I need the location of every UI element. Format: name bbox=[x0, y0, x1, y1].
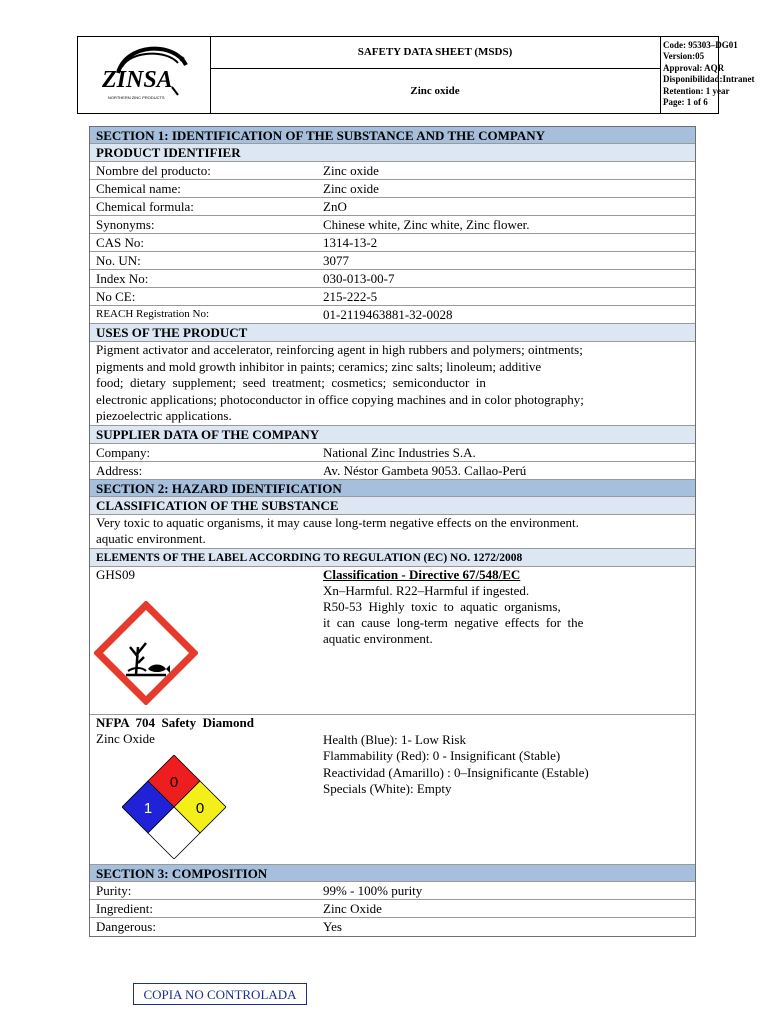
row-value: Zinc oxide bbox=[323, 181, 379, 196]
row-value: 215-222-5 bbox=[323, 289, 378, 304]
logo-tagline: NORTHERN ZINC PRODUCTS bbox=[108, 95, 165, 100]
row-label: Chemical name: bbox=[96, 181, 181, 196]
ghs09-environment-icon bbox=[94, 601, 198, 705]
table-row bbox=[90, 252, 695, 270]
uses-line: piezoelectric applications. bbox=[96, 408, 232, 423]
row-label: No. UN: bbox=[96, 253, 141, 268]
uses-text bbox=[90, 342, 695, 426]
classification-line: Very toxic to aquatic organisms, it may cause long-term negative effects on the environment. bbox=[96, 514, 579, 530]
row-label: Chemical formula: bbox=[96, 199, 194, 214]
row-label: Dangerous: bbox=[96, 918, 156, 934]
nfpa-line: Flammability (Red): 0 - Insignificant (Stable) bbox=[323, 748, 561, 763]
row-value: National Zinc Industries S.A. bbox=[323, 444, 476, 460]
directive-line: Xn–Harmful. R22–Harmful if ingested. bbox=[323, 582, 530, 598]
ghs-code: GHS09 bbox=[96, 566, 136, 582]
row-label: Index No: bbox=[96, 271, 149, 286]
row-label: Nombre del producto: bbox=[96, 163, 211, 178]
table-row bbox=[90, 882, 695, 900]
row-label: REACH Registration No: bbox=[96, 308, 210, 320]
doc-availability: Disponibilidad:Intranet bbox=[663, 74, 755, 85]
label-elements-header: ELEMENTS OF THE LABEL ACCORDING TO REGULATION (EC) NO. 1272/2008 bbox=[90, 549, 695, 567]
row-value: 030-013-00-7 bbox=[323, 271, 395, 286]
classification-text bbox=[90, 515, 695, 549]
table-row bbox=[90, 444, 695, 462]
supplier-header: SUPPLIER DATA OF THE COMPANY bbox=[90, 426, 695, 444]
nfpa-health-value: 1 bbox=[143, 799, 153, 817]
nfpa-row bbox=[90, 715, 695, 865]
ghs-row bbox=[90, 567, 695, 715]
row-value: 3077 bbox=[323, 253, 349, 268]
row-label: CAS No: bbox=[96, 235, 145, 250]
row-value: Av. Néstor Gambeta 9053. Callao-Perú bbox=[323, 462, 527, 478]
row-value: Yes bbox=[323, 918, 342, 934]
table-row bbox=[90, 270, 695, 288]
nfpa-reactivity-value: 0 bbox=[195, 799, 205, 817]
doc-page: Page: 1 of 6 bbox=[663, 97, 708, 108]
row-value: Zinc Oxide bbox=[323, 900, 382, 916]
row-value: 01-2119463881-32-0028 bbox=[323, 307, 453, 322]
row-label: Address: bbox=[96, 462, 143, 478]
msds-table bbox=[89, 126, 696, 937]
nfpa-flammability-value: 0 bbox=[169, 773, 179, 791]
doc-retention: Retention: 1 year bbox=[663, 85, 730, 96]
uses-line: food; dietary supplement; seed treatment; cosmetics; semiconductor in bbox=[96, 375, 486, 390]
nfpa-line: Reactividad (Amarillo) : 0–Insignificante (Estable) bbox=[323, 764, 589, 780]
directive-line: aquatic environment. bbox=[323, 630, 433, 646]
table-row bbox=[90, 306, 695, 324]
table-row bbox=[90, 198, 695, 216]
logo-text: ZINSA bbox=[102, 67, 173, 93]
classification-header: CLASSIFICATION OF THE SUBSTANCE bbox=[90, 497, 695, 515]
document-metadata bbox=[663, 40, 755, 108]
table-row bbox=[90, 162, 695, 180]
section-2-header: SECTION 2: HAZARD IDENTIFICATION bbox=[90, 480, 695, 497]
table-row bbox=[90, 180, 695, 198]
uses-line: Pigment activator and accelerator, reinforcing agent in high rubbers and polymers; ointments; bbox=[96, 342, 583, 357]
directive-line: R50-53 Highly toxic to aquatic organisms, bbox=[323, 598, 561, 614]
nfpa-line: Health (Blue): 1- Low Risk bbox=[323, 731, 466, 747]
section-3-header: SECTION 3: COMPOSITION bbox=[90, 865, 695, 882]
uses-header: USES OF THE PRODUCT bbox=[90, 324, 695, 342]
document-title: SAFETY DATA SHEET (MSDS) bbox=[210, 37, 660, 69]
nfpa-line: Specials (White): Empty bbox=[323, 781, 452, 796]
table-row bbox=[90, 918, 695, 936]
company-logo bbox=[78, 37, 211, 113]
row-label: Ingredient: bbox=[96, 900, 154, 916]
directive-title: Classification - Directive 67/548/EC bbox=[323, 566, 521, 582]
row-label: Company: bbox=[96, 444, 151, 460]
product-title: Zinc oxide bbox=[410, 85, 460, 97]
nfpa-title: NFPA 704 Safety Diamond bbox=[96, 714, 254, 730]
row-label: No CE: bbox=[96, 289, 136, 304]
row-value: 1314-13-2 bbox=[323, 235, 378, 250]
doc-version: Version:05 bbox=[663, 51, 705, 62]
zinsa-logo-icon bbox=[78, 37, 210, 113]
row-value: ZnO bbox=[323, 199, 347, 214]
uncontrolled-copy-stamp: COPIA NO CONTROLADA bbox=[133, 983, 307, 1005]
row-value: 99% - 100% purity bbox=[323, 882, 423, 898]
nfpa-substance: Zinc Oxide bbox=[96, 730, 155, 746]
row-label: Synonyms: bbox=[96, 217, 155, 232]
table-row bbox=[90, 234, 695, 252]
uses-line: electronic applications; photoconductor in office copying machines and in color photography; bbox=[96, 391, 584, 407]
row-value: Chinese white, Zinc white, Zinc flower. bbox=[323, 217, 530, 232]
row-label: Purity: bbox=[96, 882, 132, 898]
nfpa-diamond-icon bbox=[122, 755, 226, 859]
classification-line: aquatic environment. bbox=[96, 531, 206, 546]
table-row bbox=[90, 216, 695, 234]
directive-line: it can cause long-term negative effects for the bbox=[323, 614, 584, 630]
table-row bbox=[90, 462, 695, 480]
uses-line: pigments and mold growth inhibitor in paints; ceramics; zinc salts; linoleum; additive bbox=[96, 358, 542, 374]
section-1-header: SECTION 1: IDENTIFICATION OF THE SUBSTANCE AND THE COMPANY bbox=[90, 127, 695, 144]
row-value: Zinc oxide bbox=[323, 163, 379, 178]
table-row bbox=[90, 288, 695, 306]
doc-code: Code: 95303–DG01 bbox=[663, 40, 738, 50]
table-row bbox=[90, 900, 695, 918]
product-identifier-header: PRODUCT IDENTIFIER bbox=[90, 144, 695, 162]
document-header bbox=[77, 36, 755, 114]
doc-approval: Approval: AQR bbox=[663, 62, 725, 73]
